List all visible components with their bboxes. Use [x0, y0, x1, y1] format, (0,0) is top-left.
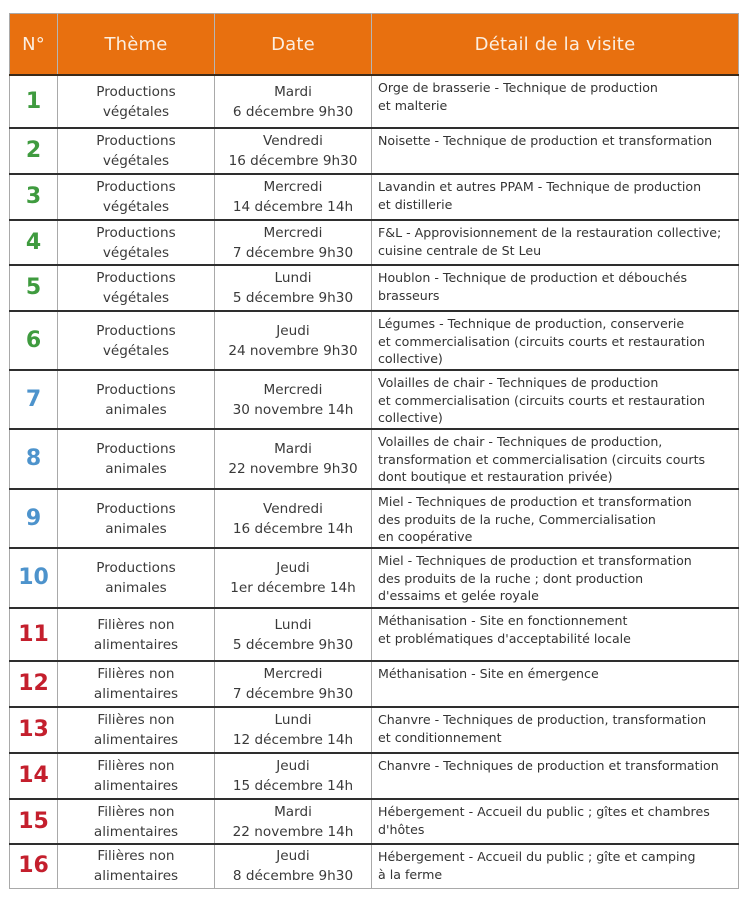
- visit-date-line: 5 décembre 9h30: [232, 636, 354, 653]
- visit-date-line: 12 décembre 14h: [232, 732, 354, 748]
- visit-theme-line: alimentaires: [93, 868, 179, 885]
- visit-date-line: Jeudi: [276, 758, 310, 774]
- visit-theme-line: Productions: [96, 270, 176, 286]
- table-row: [10, 799, 739, 844]
- visit-number: 5: [10, 265, 58, 311]
- visit-date: [215, 311, 372, 370]
- visit-detail: [372, 608, 739, 661]
- visit-date-line: Mardi: [274, 803, 312, 820]
- visit-date-line: Mercredi: [263, 381, 323, 398]
- visit-date-line: Mercredi: [263, 179, 323, 195]
- visit-detail-line: F&L - Approvisionnement de la restauration collective;: [378, 225, 722, 240]
- visit-number: 11: [10, 608, 58, 661]
- visit-theme-line: alimentaires: [93, 686, 179, 702]
- visit-detail: [372, 429, 739, 489]
- visit-theme-line: animales: [105, 520, 167, 537]
- visit-theme-line: végétales: [102, 153, 170, 169]
- visit-theme-line: Productions: [96, 179, 176, 195]
- visit-theme: [58, 844, 215, 888]
- header-number: N°: [10, 14, 58, 76]
- visit-number: 3: [10, 174, 58, 220]
- visit-number: 1: [10, 75, 58, 128]
- visit-date-line: 22 novembre 14h: [232, 823, 354, 840]
- visit-date: [215, 220, 372, 265]
- visit-detail-line: et commercialisation (circuits courts et restauration: [378, 392, 706, 408]
- header-row: [10, 14, 739, 76]
- visit-detail-line: à la ferme: [378, 866, 443, 882]
- visit-theme: [58, 128, 215, 174]
- visit-date-line: Mercredi: [263, 224, 323, 241]
- visit-date-line: 14 décembre 14h: [232, 199, 354, 215]
- visit-date-line: Jeudi: [276, 560, 310, 576]
- table-row: [10, 220, 739, 265]
- table-row: [10, 608, 739, 661]
- visit-detail: [372, 661, 739, 707]
- visit-theme-line: Filières non: [97, 803, 175, 820]
- visit-detail-line: dont boutique et restauration privée): [378, 469, 613, 485]
- visit-date-line: Lundi: [274, 270, 312, 286]
- visit-number: 4: [10, 220, 58, 265]
- visit-date: [215, 429, 372, 489]
- visit-theme-line: alimentaires: [93, 778, 179, 794]
- visit-number: 12: [10, 661, 58, 707]
- table-header: [10, 14, 739, 76]
- visit-theme-line: Productions: [96, 133, 176, 149]
- visit-date: [215, 799, 372, 844]
- visit-date-line: Lundi: [274, 712, 312, 728]
- visit-date-line: Jeudi: [276, 322, 310, 339]
- visit-theme-line: Productions: [96, 224, 176, 241]
- visit-date-line: Jeudi: [276, 848, 310, 865]
- visit-date-line: 24 novembre 9h30: [228, 342, 358, 359]
- visit-theme: [58, 75, 215, 128]
- visit-detail: [372, 844, 739, 888]
- visit-theme-line: alimentaires: [93, 732, 179, 748]
- visit-detail-line: et problématiques d'acceptabilité locale: [378, 630, 631, 646]
- visit-theme-line: Productions: [96, 83, 176, 100]
- visit-theme-line: Filières non: [97, 712, 175, 728]
- visit-theme-line: Productions: [96, 500, 176, 517]
- visit-detail: [372, 370, 739, 429]
- visit-theme: [58, 753, 215, 799]
- visit-number: 10: [10, 548, 58, 608]
- visit-detail-line: Miel - Techniques de production et transformation: [378, 553, 692, 568]
- visit-detail: [372, 75, 739, 128]
- visit-date: [215, 489, 372, 548]
- visit-date-line: Vendredi: [263, 500, 323, 517]
- visit-detail-line: Hébergement - Accueil du public ; gîtes et chambres: [378, 804, 710, 819]
- visit-detail-line: Orge de brasserie - Technique de production: [378, 80, 658, 95]
- table-row: [10, 489, 739, 548]
- visit-detail-line: Miel - Techniques de production et transformation: [378, 494, 692, 509]
- table-row: [10, 265, 739, 311]
- visit-detail: [372, 128, 739, 174]
- visit-date: [215, 370, 372, 429]
- visits-table: [9, 13, 739, 889]
- visit-date-line: 16 décembre 9h30: [228, 153, 358, 169]
- visit-date-line: 6 décembre 9h30: [232, 103, 354, 120]
- visit-detail-line: Méthanisation - Site en fonctionnement: [378, 613, 628, 628]
- visit-date-line: Mercredi: [263, 666, 323, 682]
- visit-number: 2: [10, 128, 58, 174]
- visit-theme: [58, 220, 215, 265]
- visit-detail-line: transformation et commercialisation (circuits courts: [378, 451, 706, 467]
- visit-date: [215, 265, 372, 311]
- visit-detail-line: Noisette - Technique de production et transformation: [378, 133, 713, 148]
- visit-theme-line: végétales: [102, 199, 170, 215]
- visit-theme-line: Productions: [96, 381, 176, 398]
- table-row: [10, 128, 739, 174]
- visit-date-line: 15 décembre 14h: [232, 778, 354, 794]
- visit-theme-line: végétales: [102, 103, 170, 120]
- visit-date-line: Lundi: [274, 616, 312, 633]
- visit-theme-line: alimentaires: [93, 823, 179, 840]
- visit-detail-line: et distillerie: [378, 196, 453, 212]
- visit-theme-line: Filières non: [97, 848, 175, 865]
- visit-detail: [372, 220, 739, 265]
- visit-theme-line: Productions: [96, 441, 176, 457]
- header-theme: Thème: [58, 14, 215, 76]
- visit-detail: [372, 548, 739, 608]
- visit-detail-line: et commercialisation (circuits courts et restauration: [378, 333, 706, 349]
- header-date: Date: [215, 14, 372, 76]
- visit-theme: [58, 608, 215, 661]
- visit-detail-line: Volailles de chair - Techniques de production,: [378, 434, 663, 449]
- visit-detail-line: d'essaims et gelée royale: [378, 588, 539, 604]
- visit-detail-line: et malterie: [378, 97, 448, 113]
- visit-date: [215, 753, 372, 799]
- visit-detail-line: Légumes - Technique de production, conserverie: [378, 316, 685, 331]
- visit-theme-line: animales: [105, 461, 167, 477]
- visit-detail-line: Lavandin et autres PPAM - Technique de production: [378, 179, 702, 194]
- visit-detail-line: d'hôtes: [378, 821, 425, 837]
- visit-theme-line: alimentaires: [93, 636, 179, 653]
- table-row: [10, 548, 739, 608]
- visit-detail: [372, 707, 739, 753]
- visit-date-line: 8 décembre 9h30: [232, 868, 354, 885]
- visit-date: [215, 608, 372, 661]
- visit-theme-line: Productions: [96, 322, 176, 339]
- visit-number: 7: [10, 370, 58, 429]
- table-row: [10, 429, 739, 489]
- visit-detail-line: et conditionnement: [378, 729, 502, 745]
- visit-detail: [372, 489, 739, 548]
- visit-theme: [58, 429, 215, 489]
- visit-detail-line: Méthanisation - Site en émergence: [378, 666, 599, 681]
- visit-number: 16: [18, 853, 49, 879]
- table-row: [10, 311, 739, 370]
- visit-theme: [58, 707, 215, 753]
- visit-theme: [58, 265, 215, 311]
- visit-theme-line: Filières non: [97, 666, 175, 682]
- visit-theme: [58, 370, 215, 429]
- visit-date: [215, 128, 372, 174]
- visit-theme-line: végétales: [102, 290, 170, 306]
- visit-theme-line: animales: [105, 401, 167, 418]
- visit-date-line: Mardi: [274, 441, 312, 457]
- visit-date: [215, 75, 372, 128]
- visit-detail-line: Volailles de chair - Techniques de production: [378, 375, 659, 390]
- table-row: [10, 174, 739, 220]
- visit-theme: [58, 548, 215, 608]
- visit-date-line: 7 décembre 9h30: [232, 686, 354, 702]
- visit-detail-line: collective): [378, 351, 443, 367]
- table-row: [10, 844, 739, 888]
- visit-theme: [58, 661, 215, 707]
- visit-date: [215, 548, 372, 608]
- table-body: [10, 75, 739, 888]
- visit-detail: [372, 753, 739, 799]
- visit-detail-line: Houblon - Technique de production et débouchés: [378, 270, 688, 285]
- header-detail: Détail de la visite: [372, 14, 739, 76]
- table-row: [10, 75, 739, 128]
- visit-date-line: 7 décembre 9h30: [232, 244, 354, 261]
- visit-theme-line: végétales: [102, 244, 170, 261]
- visit-number: 15: [10, 799, 58, 844]
- visit-number: 14: [10, 753, 58, 799]
- visit-detail-line: collective): [378, 410, 443, 426]
- visit-date: [215, 707, 372, 753]
- visit-detail: [372, 311, 739, 370]
- table-row: [10, 370, 739, 429]
- visit-detail: [372, 265, 739, 311]
- visit-date-line: 30 novembre 14h: [232, 401, 354, 418]
- visit-date: [215, 661, 372, 707]
- visit-date: [215, 174, 372, 220]
- visit-theme-line: Filières non: [97, 616, 175, 633]
- visit-theme-line: animales: [105, 580, 167, 596]
- visit-date-line: Mardi: [274, 83, 312, 100]
- visit-theme: [58, 311, 215, 370]
- visit-theme-line: Productions: [96, 560, 176, 576]
- visit-detail-line: en coopérative: [378, 529, 473, 545]
- visit-number: 6: [10, 311, 58, 370]
- visit-date-line: 1er décembre 14h: [230, 580, 356, 596]
- visit-detail-line: brasseurs: [378, 287, 440, 303]
- visit-number: 9: [10, 489, 58, 548]
- visit-detail-line: des produits de la ruche, Commercialisation: [378, 511, 656, 527]
- visit-date-line: Vendredi: [263, 133, 323, 149]
- visit-theme-line: Filières non: [97, 758, 175, 774]
- visit-date-line: 22 novembre 9h30: [228, 461, 358, 477]
- visit-number: 8: [10, 429, 58, 489]
- visit-theme: [58, 489, 215, 548]
- table-row: [10, 661, 739, 707]
- visit-detail-line: cuisine centrale de St Leu: [378, 242, 542, 258]
- visit-date-line: 5 décembre 9h30: [232, 290, 354, 306]
- visit-theme-line: végétales: [102, 342, 170, 359]
- visit-detail-line: Chanvre - Techniques de production, transformation: [378, 712, 707, 727]
- visit-detail: [372, 174, 739, 220]
- visit-date: [215, 844, 372, 888]
- visit-detail: [372, 799, 739, 844]
- visit-detail-line: Chanvre - Techniques de production et transformation: [378, 758, 719, 773]
- visit-theme: [58, 174, 215, 220]
- visit-detail-line: des produits de la ruche ; dont production: [378, 570, 644, 586]
- visit-number: 13: [10, 707, 58, 753]
- table-row: [10, 707, 739, 753]
- visit-date-line: 16 décembre 14h: [232, 520, 354, 537]
- visit-theme: [58, 799, 215, 844]
- visit-detail-line: Hébergement - Accueil du public ; gîte et camping: [378, 849, 696, 864]
- table-row: [10, 753, 739, 799]
